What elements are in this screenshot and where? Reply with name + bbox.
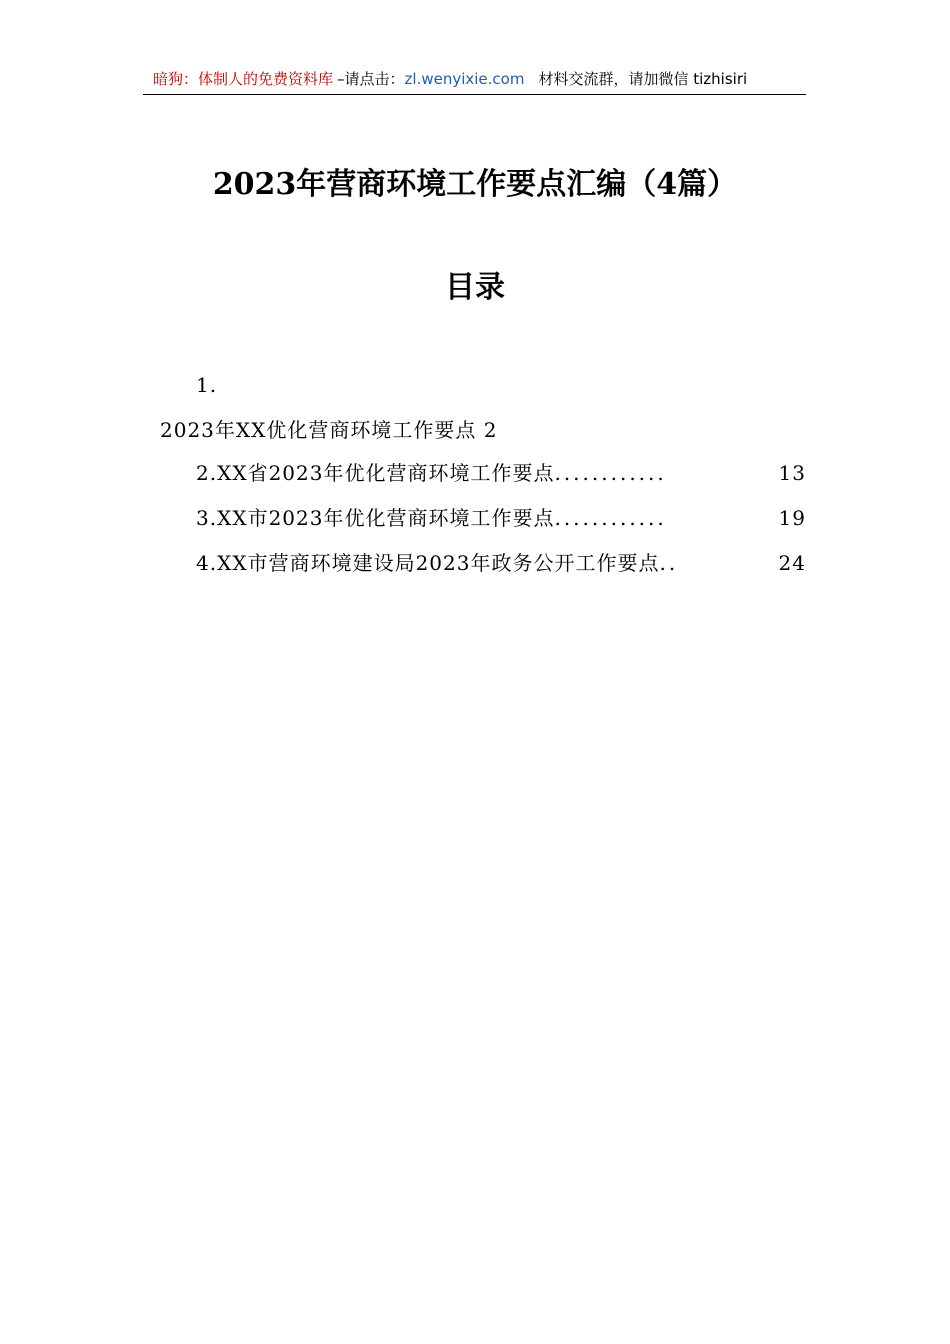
toc-item-page: 19: [778, 506, 806, 530]
toc-item-leader: ..: [659, 551, 679, 575]
toc-item-number: 1.: [196, 373, 218, 397]
toc-item-4[interactable]: [196, 548, 806, 578]
header-link[interactable]: zl.wenyixie.com: [404, 70, 525, 88]
header-brand: 暗狗：体制人的免费资料库: [153, 70, 334, 88]
toc-item-text: XX省2023年优化营商环境工作要点: [217, 461, 555, 485]
toc-item-1-number-line[interactable]: [196, 370, 217, 400]
toc-item-1[interactable]: [160, 415, 497, 445]
page-header: [143, 64, 806, 95]
toc-item-page: 13: [778, 461, 806, 485]
toc-item-number: 4.: [196, 551, 218, 575]
toc-item-2[interactable]: [196, 458, 806, 488]
toc-item-page: 24: [778, 551, 806, 575]
toc-item-text: XX市营商环境建设局2023年政务公开工作要点: [217, 551, 660, 575]
toc-item-page: 2: [483, 418, 498, 442]
toc-item-number: 3.: [196, 506, 218, 530]
toc-item-leader: ............: [554, 506, 667, 530]
toc-item-leader: ............: [554, 461, 667, 485]
toc-item-text: XX市2023年优化营商环境工作要点: [217, 506, 555, 530]
toc-item-3[interactable]: [196, 503, 806, 533]
toc-item-text: 2023年XX优化营商环境工作要点: [160, 418, 477, 442]
toc-heading: 目录: [445, 270, 505, 305]
toc-item-number: 2.: [196, 461, 218, 485]
document-title: 2023年营商环境工作要点汇编（4篇）: [212, 167, 738, 202]
header-contact: 材料交流群，请加微信 tizhisiri: [538, 70, 748, 88]
header-link-prompt: –请点击：: [337, 70, 405, 88]
